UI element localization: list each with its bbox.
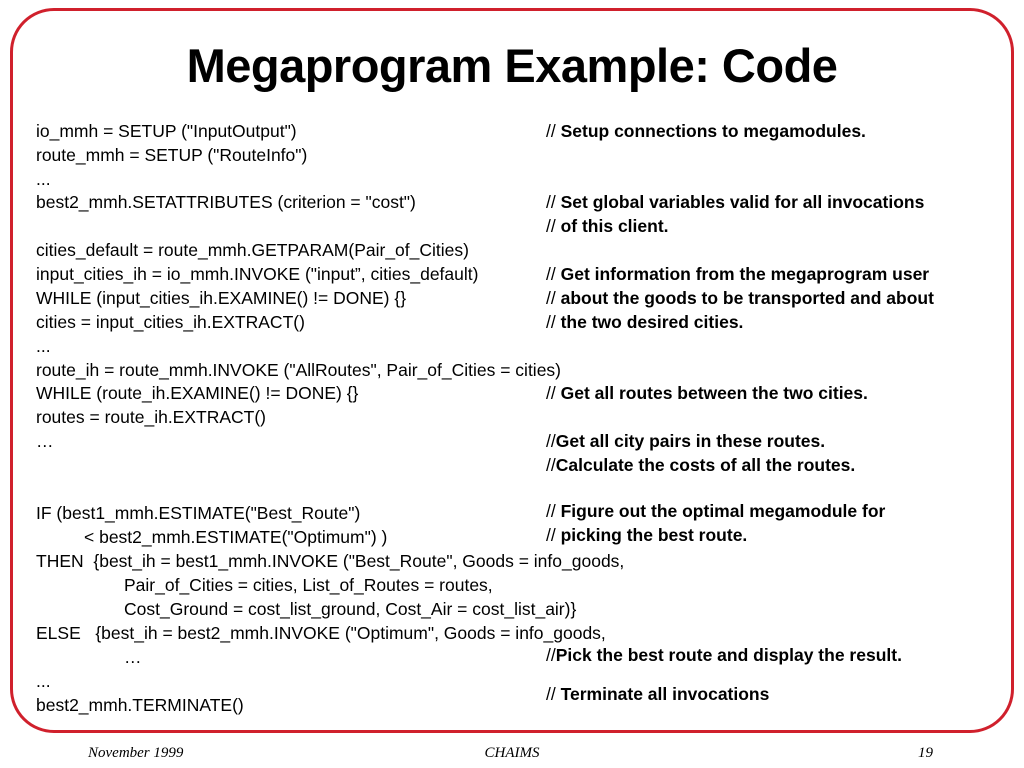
- code-line: best2_mmh.SETATTRIBUTES (criterion = "cost"): [36, 192, 416, 212]
- code-comment: [546, 524, 747, 546]
- comment-slashes: //: [546, 121, 561, 141]
- comment-slashes: //: [546, 288, 561, 308]
- code-comment: [546, 215, 669, 237]
- code-comment: [546, 311, 743, 333]
- page-number: 19: [918, 745, 933, 761]
- code-line: ...: [36, 169, 51, 189]
- code-line: route_mmh = SETUP ("RouteInfo"): [36, 145, 308, 165]
- comment-text: Get information from the megaprogram user: [560, 264, 930, 284]
- code-comment: [546, 382, 868, 404]
- code-comment: [546, 500, 885, 522]
- comment-text: Pick the best route and display the result.: [555, 645, 902, 665]
- code-comment: [546, 683, 769, 705]
- comment-text: picking the best route.: [560, 525, 748, 545]
- code-line: …: [124, 647, 142, 667]
- code-line: …: [36, 431, 54, 451]
- code-comment: [546, 120, 866, 142]
- code-line: cities_default = route_mmh.GETPARAM(Pair_of_Cities): [36, 240, 469, 260]
- code-line: input_cities_ih = io_mmh.INVOKE ("input”, cities_default): [36, 264, 479, 284]
- code-comment: [546, 454, 855, 476]
- comment-text: the two desired cities.: [560, 312, 744, 332]
- footer-title: CHAIMS: [484, 745, 540, 761]
- code-line: Cost_Ground = cost_list_ground, Cost_Air = cost_list_air)}: [124, 599, 577, 619]
- comment-slashes: //: [546, 525, 561, 545]
- comment-text: Get all city pairs in these routes.: [555, 431, 826, 451]
- comment-slashes: //: [546, 312, 561, 332]
- comment-slashes: //: [546, 264, 561, 284]
- comment-slashes: //: [546, 455, 556, 475]
- comment-text: Terminate all invocations: [560, 684, 770, 704]
- comment-text: about the goods to be transported and about: [560, 288, 934, 308]
- code-line: routes = route_ih.EXTRACT(): [36, 407, 267, 427]
- slide-title: Megaprogram Example: Code: [186, 39, 838, 92]
- comment-text: Setup connections to megamodules.: [560, 121, 866, 141]
- code-line: IF (best1_mmh.ESTIMATE("Best_Route"): [36, 503, 361, 523]
- code-line: cities = input_cities_ih.EXTRACT(): [36, 312, 305, 332]
- comment-text: Figure out the optimal megamodule for: [560, 501, 886, 521]
- comment-text: of this client.: [560, 216, 669, 236]
- comment-slashes: //: [546, 383, 561, 403]
- code-line: < best2_mmh.ESTIMATE("Optimum") ): [84, 527, 388, 547]
- code-line: WHILE (route_ih.EXAMINE() != DONE) {}: [36, 383, 359, 403]
- code-line: best2_mmh.TERMINATE(): [36, 695, 244, 715]
- code-line: WHILE (input_cities_ih.EXAMINE() != DONE) {}: [36, 288, 407, 308]
- comment-slashes: //: [546, 431, 556, 451]
- code-line: ELSE {best_ih = best2_mmh.INVOKE ("Optimum", Goods = info_goods,: [36, 623, 606, 643]
- code-line: Pair_of_Cities = cities, List_of_Routes = routes,: [124, 575, 493, 595]
- comment-slashes: //: [546, 645, 556, 665]
- code-comment: [546, 430, 825, 452]
- comment-slashes: //: [546, 192, 561, 212]
- code-comment: [546, 191, 924, 213]
- code-comment: [546, 644, 902, 666]
- comment-text: Calculate the costs of all the routes.: [555, 455, 856, 475]
- code-line: route_ih = route_mmh.INVOKE ("AllRoutes", Pair_of_Cities = cities): [36, 360, 561, 380]
- comment-text: Get all routes between the two cities.: [560, 383, 868, 403]
- code-comment: [546, 263, 929, 285]
- code-line: ...: [36, 336, 51, 356]
- footer-date: November 1999: [88, 745, 184, 761]
- code-line: io_mmh = SETUP ("InputOutput"): [36, 121, 297, 141]
- code-line: THEN {best_ih = best1_mmh.INVOKE ("Best_Route", Goods = info_goods,: [36, 551, 625, 571]
- code-comment: [546, 287, 934, 309]
- comment-slashes: //: [546, 216, 561, 236]
- comment-slashes: //: [546, 684, 561, 704]
- comment-slashes: //: [546, 501, 561, 521]
- comment-text: Set global variables valid for all invocations: [560, 192, 925, 212]
- code-line: ...: [36, 671, 51, 691]
